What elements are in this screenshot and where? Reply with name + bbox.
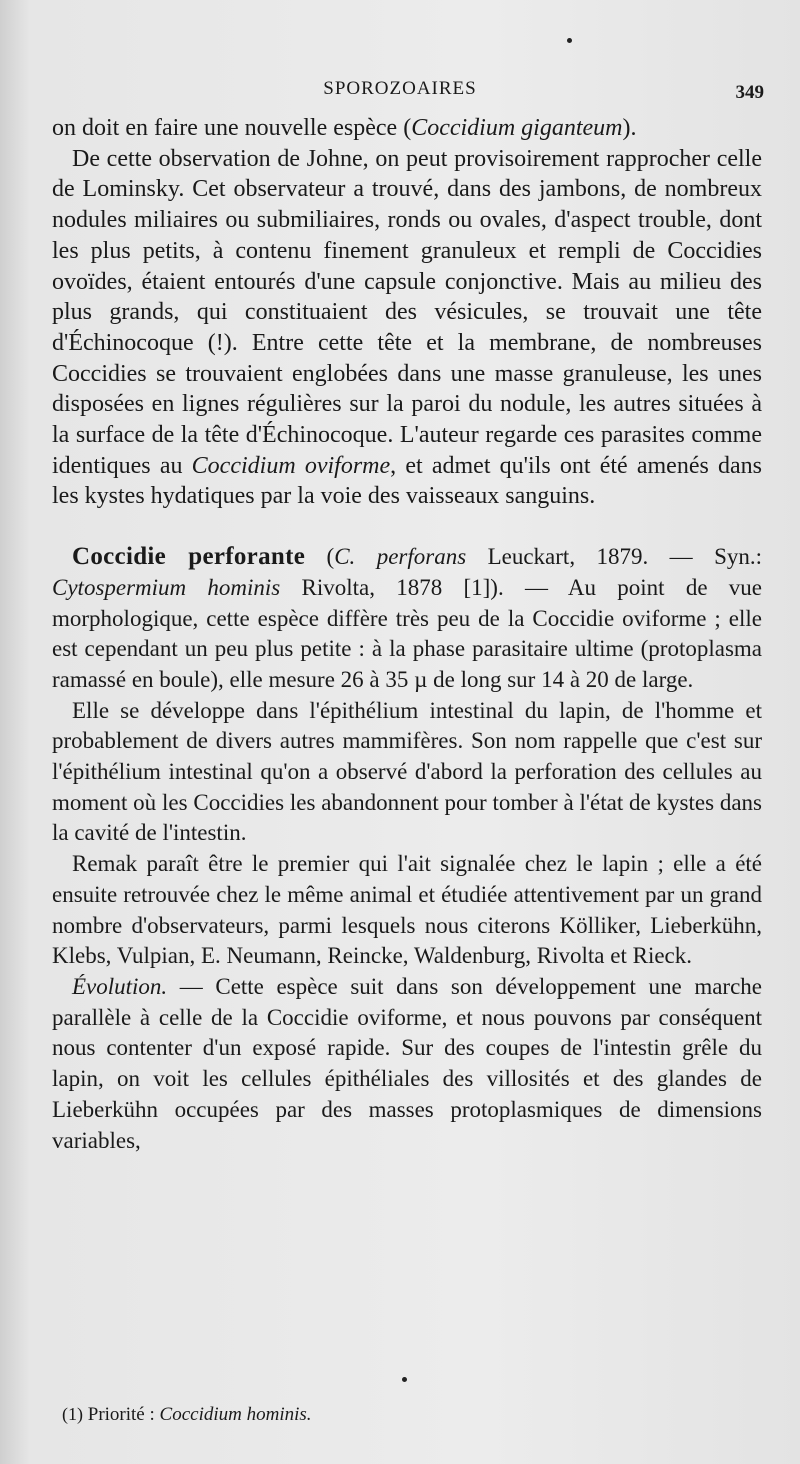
paragraph-3 [52,542,762,696]
p2-species: Coccidium oviforme [191,452,391,479]
p1-species: Coccidium giganteum [411,115,623,141]
body-text [52,113,762,1156]
running-head: SPOROZOAIRES [323,78,477,99]
p6-text: — Cette espèce suit dans son développement une marche parallèle à celle de la Coccidie oviforme, et nous pouvons par conséquent nous contenter d'un exposé rapide. Sur des coupes de l'intestin grêle du lapin, on voit les cellules épithéliales des villosités et des glandes de Lieberkühn occupées par des masses protoplasmiques de dimensions variables, [52,973,762,1153]
paragraph-4: Elle se développe dans l'épithélium intestinal du lapin, de l'homme et probablement de divers autres mammifères. Son nom rappelle que c'est sur l'épithélium intestinal qu'on a observé d'abord la perforation des cellules au moment où les Coccidies les abandonnent pour tomber à l'état de kystes dans la cavité de l'intestin. [52,697,762,846]
p3-a: ( [305,544,335,570]
p2-end: , et admet qu'ils ont été amenés dans les kystes hydatiques par la voie des vaisseaux sanguins. [52,452,762,510]
p1-text: on doit en faire une nouvelle espèce ( [52,115,412,141]
ink-speck [402,1377,407,1382]
section-heading: Coccidie perforante [72,543,306,571]
p3-b: Leuckart, 1879. — Syn.: [466,544,763,570]
p3-species-2: Cytospermium hominis [52,574,281,600]
ink-speck [567,38,572,43]
p3-c: Rivolta, 1878 [1]). — Au point de vue morphologique, cette espèce diffère très peu de la Coccidie oviforme ; elle est cependant un peu plus petite : à la phase parasitaire ultime (protoplasma ramassé en boule), elle mesure 26 à 35 µ de long sur 14 à 20 de large. [52,574,762,692]
footnote [62,1404,312,1426]
p2-text: De cette observation de Johne, on peut provisoirement rapprocher celle de Lominsky. Cet observateur a trouvé, dans des jambons, de nombreux nodules miliaires ou submiliaires, ronds ou ovales, d'aspect trouble, dont les plus petits, à contenu finement granuleux et rempli de Coccidies ovoïdes, étaient entourés d'une capsule conjonctive. Mais au milieu des plus grands, qui constituaient des vésicules, se trouvait une tête d'Échinocoque (!). Entre cette tête et la membrane, de nombreuses Coccidies se trouvaient englobées dans une masse granuleuse, les unes disposées en lignes régulières sur la paroi du nodule, les autres situées à la surface de la tête d'Échinocoque. L'auteur regarde ces parasites comme identiques au [52,145,762,479]
paragraph-1 [52,113,762,144]
page-header [0,78,800,108]
paragraph-6 [52,972,762,1156]
paragraph-5: Remak paraît être le premier qui l'ait signalée chez le lapin ; elle a été ensuite retrouvée chez le même animal et étudiée attentivement par un grand nombre d'observateurs, parmi lesquels nous citerons Kölliker, Lieberkühn, Klebs, Vulpian, E. Neumann, Reincke, Waldenburg, Rivolta et Rieck. [52,851,762,969]
page-number: 349 [735,82,764,103]
footnote-label: Priorité : [83,1404,160,1425]
p1-end: ). [622,115,637,141]
p6-lead: Évolution. [72,973,168,999]
paragraph-2 [52,144,762,512]
footnote-marker: (1) [62,1404,83,1424]
footnote-text: Coccidium hominis. [159,1404,312,1425]
p3-species-1: C. perforans [334,544,467,570]
